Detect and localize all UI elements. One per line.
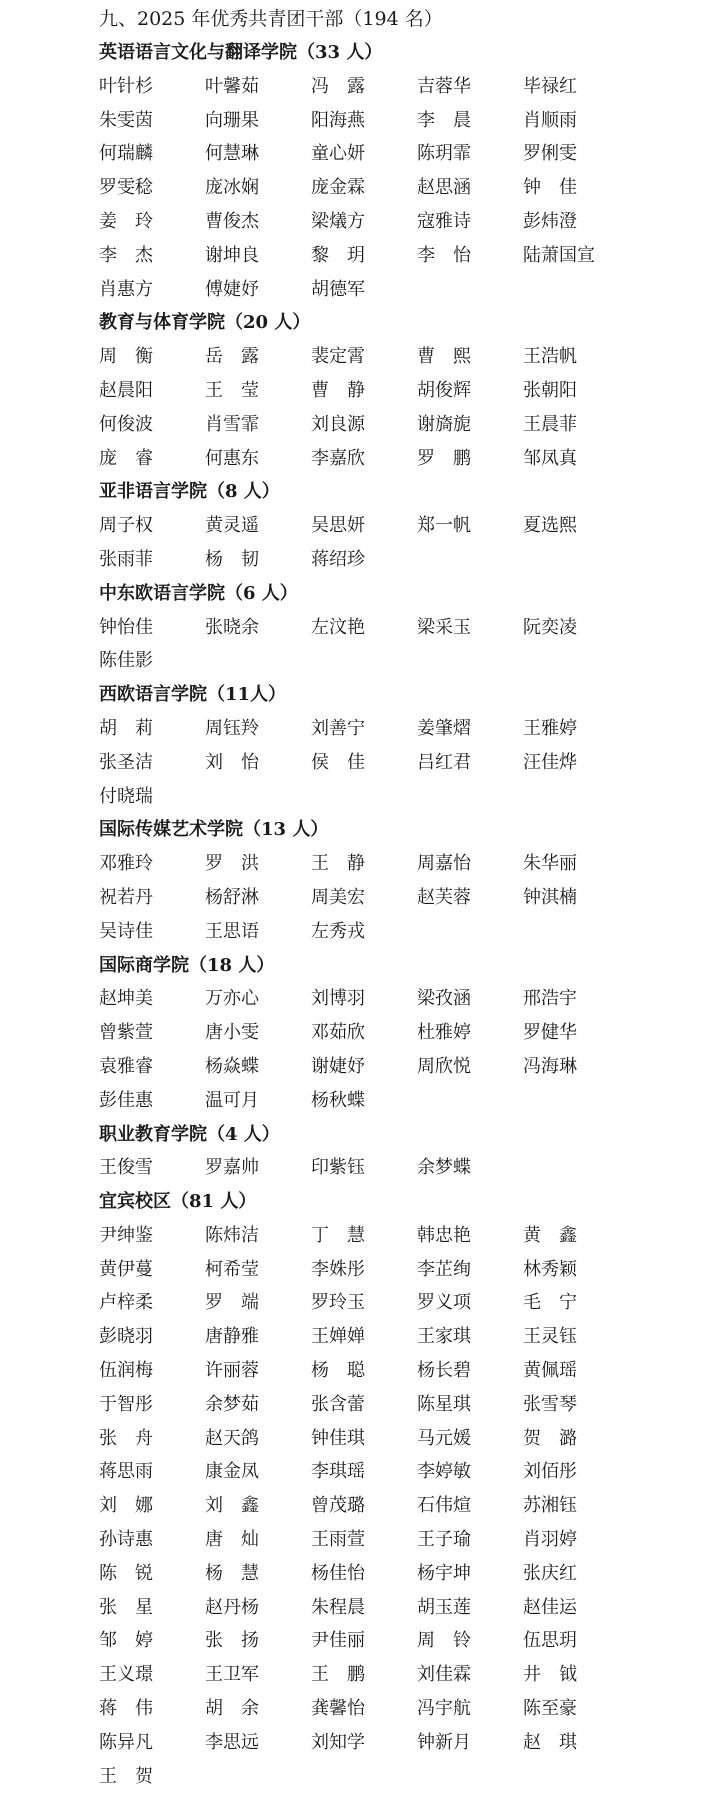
person-name: 李芷绚 (417, 1258, 471, 1280)
section-title: 英语语言文化与翻译学院（33 人） (99, 42, 383, 63)
person-name: 于智彤 (99, 1393, 153, 1415)
person-name: 黄伊蔓 (99, 1258, 153, 1280)
person-name: 叶针杉 (99, 75, 153, 97)
person-name: 王 莹 (205, 379, 259, 401)
person-name: 刘知学 (311, 1731, 365, 1753)
person-name: 李 晨 (417, 109, 471, 131)
name-grid (99, 509, 629, 577)
person-name: 黎 玥 (311, 244, 365, 266)
person-name: 井 钺 (523, 1664, 577, 1686)
person-name: 刘 娜 (99, 1495, 153, 1517)
person-name: 夏选熙 (523, 515, 577, 537)
person-name: 叶馨茹 (205, 75, 259, 97)
person-name: 赵丹杨 (205, 1596, 259, 1618)
college-section (99, 475, 629, 576)
person-name: 龚馨怡 (311, 1698, 365, 1720)
section-title: 中东欧语言学院（6 人） (99, 582, 298, 604)
person-name: 罗 端 (205, 1292, 259, 1314)
person-name: 陆萧国宣 (523, 244, 595, 266)
person-name: 陈星琪 (417, 1393, 471, 1415)
person-name: 钟佳琪 (311, 1427, 365, 1449)
person-name: 王灵钰 (523, 1326, 577, 1348)
person-name: 陈炜洁 (205, 1224, 259, 1246)
person-name: 祝若丹 (99, 886, 153, 908)
name-grid (99, 611, 629, 679)
person-name: 钟淇楠 (523, 886, 577, 908)
person-name: 刘 怡 (205, 751, 259, 773)
person-name: 吕红君 (417, 751, 471, 773)
person-name: 张 扬 (205, 1630, 259, 1652)
person-name: 谢旖旎 (417, 413, 471, 435)
person-name: 赵芙蓉 (417, 886, 471, 908)
person-name: 唐静雅 (205, 1326, 259, 1348)
person-name: 罗俐雯 (523, 143, 577, 165)
college-section (99, 1118, 629, 1186)
person-name: 胡德军 (311, 278, 365, 300)
person-name: 曾紫萱 (99, 1022, 153, 1044)
person-name: 胡玉莲 (417, 1596, 471, 1618)
section-title: 宜宾校区（81 人） (99, 1191, 257, 1213)
person-name: 庞冰娴 (205, 177, 259, 199)
person-name: 周 铃 (417, 1630, 471, 1652)
person-name: 何慧琳 (205, 143, 259, 165)
person-name: 赵思涵 (417, 177, 471, 199)
person-name: 阳海燕 (311, 109, 365, 131)
section-list (99, 36, 629, 1793)
person-name: 朱雯茵 (99, 109, 153, 131)
person-name: 邹 婷 (99, 1630, 153, 1652)
person-name: 韩忠艳 (417, 1224, 471, 1246)
person-name: 刘博羽 (311, 988, 365, 1010)
person-name: 肖羽婷 (523, 1529, 577, 1551)
person-name: 左汶艳 (311, 616, 365, 638)
person-name: 王婵婵 (311, 1326, 365, 1348)
section-title: 国际传媒艺术学院（13 人） (99, 819, 329, 841)
person-name: 庞金霖 (311, 177, 365, 199)
person-name: 张雨菲 (99, 548, 153, 570)
person-name: 梁燨方 (311, 210, 365, 232)
person-name: 周美宏 (311, 886, 365, 908)
person-name: 王思语 (205, 920, 259, 942)
person-name: 余梦蝶 (417, 1157, 471, 1179)
person-name: 王义璟 (99, 1664, 153, 1686)
college-section (99, 577, 629, 678)
person-name: 冯宇航 (417, 1698, 471, 1720)
person-name: 周钰羚 (205, 717, 259, 739)
person-name: 丁 慧 (311, 1224, 365, 1246)
person-name: 邢浩宇 (523, 988, 577, 1010)
person-name: 张庆红 (523, 1562, 577, 1584)
person-name: 邓雅玲 (99, 853, 153, 875)
person-name: 王家琪 (417, 1326, 471, 1348)
person-name: 周子权 (99, 515, 153, 537)
person-name: 蒋绍珍 (311, 548, 365, 570)
person-name: 何瑞麟 (99, 143, 153, 165)
college-section (99, 813, 629, 948)
person-name: 王卫军 (205, 1664, 259, 1686)
person-name: 钟 佳 (523, 177, 577, 199)
person-name: 刘佳霖 (417, 1664, 471, 1686)
person-name: 李婷敏 (417, 1461, 471, 1483)
person-name: 朱程晨 (311, 1596, 365, 1618)
person-name: 谢坤良 (205, 244, 259, 266)
person-name: 石伟煊 (417, 1495, 471, 1517)
college-section (99, 678, 629, 813)
person-name: 杨长碧 (417, 1360, 471, 1382)
person-name: 吉蓉华 (417, 75, 471, 97)
person-name: 柯希莹 (205, 1258, 259, 1280)
person-name: 胡俊辉 (417, 379, 471, 401)
person-name: 陈玥霏 (417, 143, 471, 165)
person-name: 李嘉欣 (311, 447, 365, 469)
person-name: 伍润梅 (99, 1360, 153, 1382)
person-name: 张 星 (99, 1596, 153, 1618)
person-name: 曹俊杰 (205, 210, 259, 232)
person-name: 伍思玥 (523, 1630, 577, 1652)
college-section (99, 949, 629, 1118)
person-name: 梁孜涵 (417, 988, 471, 1010)
person-name: 王晨菲 (523, 413, 577, 435)
person-name: 罗玲玉 (311, 1292, 365, 1314)
person-name: 杨焱蝶 (205, 1055, 259, 1077)
person-name: 李思远 (205, 1731, 259, 1753)
person-name: 卢梓柔 (99, 1292, 153, 1314)
person-name: 张雪琴 (523, 1393, 577, 1415)
person-name: 李琪瑶 (311, 1461, 365, 1483)
person-name: 杨佳怡 (311, 1562, 365, 1584)
person-name: 胡 余 (205, 1698, 259, 1720)
person-name: 彭晓羽 (99, 1326, 153, 1348)
person-name: 付晓瑞 (99, 785, 153, 807)
person-name: 杨舒淋 (205, 886, 259, 908)
person-name: 肖顺雨 (523, 109, 577, 131)
name-grid (99, 1219, 629, 1793)
person-name: 苏湘钰 (523, 1495, 577, 1517)
person-name: 庞 睿 (99, 447, 153, 469)
person-name: 印紫钰 (311, 1157, 365, 1179)
person-name: 胡 莉 (99, 717, 153, 739)
person-name: 邓茹欣 (311, 1022, 365, 1044)
person-name: 曹 熙 (417, 346, 471, 368)
person-name: 罗 洪 (205, 853, 259, 875)
person-name: 孙诗惠 (99, 1529, 153, 1551)
person-name: 谢婕妤 (311, 1055, 365, 1077)
person-name: 李 怡 (417, 244, 471, 266)
person-name: 侯 佳 (311, 751, 365, 773)
person-name: 黄 鑫 (523, 1224, 577, 1246)
person-name: 王 贺 (99, 1765, 153, 1787)
person-name: 罗 鹏 (417, 447, 471, 469)
person-name: 杨秋蝶 (311, 1089, 365, 1111)
person-name: 刘良源 (311, 413, 365, 435)
name-grid (99, 847, 629, 948)
person-name: 王浩帆 (523, 346, 577, 368)
person-name: 左秀戎 (311, 920, 365, 942)
person-name: 陈至豪 (523, 1698, 577, 1720)
person-name: 尹佳丽 (311, 1630, 365, 1652)
person-name: 王雨萱 (311, 1529, 365, 1551)
person-name: 毕禄红 (523, 75, 577, 97)
section-title: 亚非语言学院（8 人） (99, 481, 280, 503)
person-name: 赵晨阳 (99, 379, 153, 401)
name-grid (99, 1151, 629, 1185)
person-name: 黄佩瑶 (523, 1360, 577, 1382)
person-name: 吴思妍 (311, 515, 365, 537)
person-name: 汪佳烨 (523, 751, 577, 773)
person-name: 余梦茹 (205, 1393, 259, 1415)
person-name: 康金凤 (205, 1461, 259, 1483)
page-title: 九、2025 年优秀共青团干部（194 名） (99, 8, 443, 30)
person-name: 周嘉怡 (417, 853, 471, 875)
person-name: 梁采玉 (417, 616, 471, 638)
college-section (99, 36, 629, 306)
person-name: 彭炜澄 (523, 210, 577, 232)
person-name: 冯海琳 (523, 1055, 577, 1077)
person-name: 赵坤美 (99, 988, 153, 1010)
person-name: 杨宇坤 (417, 1562, 471, 1584)
person-name: 傅婕妤 (205, 278, 259, 300)
person-name: 李姝彤 (311, 1258, 365, 1280)
person-name: 姜 玲 (99, 210, 153, 232)
person-name: 王 鹏 (311, 1664, 365, 1686)
person-name: 陈佳影 (99, 650, 153, 672)
person-name: 王雅婷 (523, 717, 577, 739)
person-name: 寇雅诗 (417, 210, 471, 232)
person-name: 岳 露 (205, 346, 259, 368)
person-name: 罗健华 (523, 1022, 577, 1044)
person-name: 赵天鸽 (205, 1427, 259, 1449)
name-grid (99, 982, 629, 1117)
person-name: 向珊果 (205, 109, 259, 131)
person-name: 黄灵遥 (205, 515, 259, 537)
person-name: 王 静 (311, 853, 365, 875)
person-name: 肖惠方 (99, 278, 153, 300)
person-name: 周 衡 (99, 346, 153, 368)
person-name: 肖雪霏 (205, 413, 259, 435)
person-name: 张圣洁 (99, 751, 153, 773)
person-name: 林秀颖 (523, 1258, 577, 1280)
person-name: 贺 潞 (523, 1427, 577, 1449)
section-title: 职业教育学院（4 人） (99, 1123, 280, 1145)
person-name: 杜雅婷 (417, 1022, 471, 1044)
person-name: 吴诗佳 (99, 920, 153, 942)
person-name: 裴定霄 (311, 346, 365, 368)
person-name: 曾茂璐 (311, 1495, 365, 1517)
person-name: 钟怡佳 (99, 616, 153, 638)
person-name: 罗嘉帅 (205, 1157, 259, 1179)
name-grid (99, 712, 629, 813)
person-name: 唐 灿 (205, 1529, 259, 1551)
person-name: 王俊雪 (99, 1157, 153, 1179)
person-name: 毛 宁 (523, 1292, 577, 1314)
person-name: 唐小雯 (205, 1022, 259, 1044)
person-name: 钟新月 (417, 1731, 471, 1753)
person-name: 张 舟 (99, 1427, 153, 1449)
person-name: 张晓余 (205, 616, 259, 638)
person-name: 张朝阳 (523, 379, 577, 401)
name-grid (99, 340, 629, 475)
person-name: 杨 韧 (205, 548, 259, 570)
name-grid (99, 70, 629, 307)
person-name: 温可月 (205, 1089, 259, 1111)
person-name: 罗义项 (417, 1292, 471, 1314)
person-name: 蒋思雨 (99, 1461, 153, 1483)
section-title: 西欧语言学院（11人） (99, 684, 287, 706)
person-name: 郑一帆 (417, 515, 471, 537)
person-name: 王子瑜 (417, 1529, 471, 1551)
person-name: 赵佳运 (523, 1596, 577, 1618)
person-name: 何惠东 (205, 447, 259, 469)
college-section (99, 1185, 629, 1793)
person-name: 赵 琪 (523, 1731, 577, 1753)
section-title: 教育与体育学院（20 人） (99, 312, 311, 334)
college-section (99, 306, 629, 475)
person-name: 姜肇熠 (417, 717, 471, 739)
person-name: 张含蕾 (311, 1393, 365, 1415)
person-name: 阮奕凌 (523, 616, 577, 638)
person-name: 陈异凡 (99, 1731, 153, 1753)
person-name: 童心妍 (311, 143, 365, 165)
section-title: 国际商学院（18 人） (99, 954, 275, 976)
person-name: 陈 锐 (99, 1562, 153, 1584)
person-name: 尹绅鉴 (99, 1224, 153, 1246)
person-name: 周欣悦 (417, 1055, 471, 1077)
person-name: 李 杰 (99, 244, 153, 266)
person-name: 邹凤真 (523, 447, 577, 469)
person-name: 罗雯稔 (99, 177, 153, 199)
person-name: 曹 静 (311, 379, 365, 401)
person-name: 冯 露 (311, 75, 365, 97)
person-name: 袁雅睿 (99, 1055, 153, 1077)
person-name: 杨 聪 (311, 1360, 365, 1382)
person-name: 蒋 伟 (99, 1698, 153, 1720)
person-name: 刘 鑫 (205, 1495, 259, 1517)
person-name: 刘善宁 (311, 717, 365, 739)
person-name: 万亦心 (205, 988, 259, 1010)
person-name: 马元媛 (417, 1427, 471, 1449)
person-name: 刘佰彤 (523, 1461, 577, 1483)
person-name: 许丽蓉 (205, 1360, 259, 1382)
person-name: 朱华丽 (523, 853, 577, 875)
person-name: 彭佳惠 (99, 1089, 153, 1111)
person-name: 杨 慧 (205, 1562, 259, 1584)
person-name: 何俊波 (99, 413, 153, 435)
